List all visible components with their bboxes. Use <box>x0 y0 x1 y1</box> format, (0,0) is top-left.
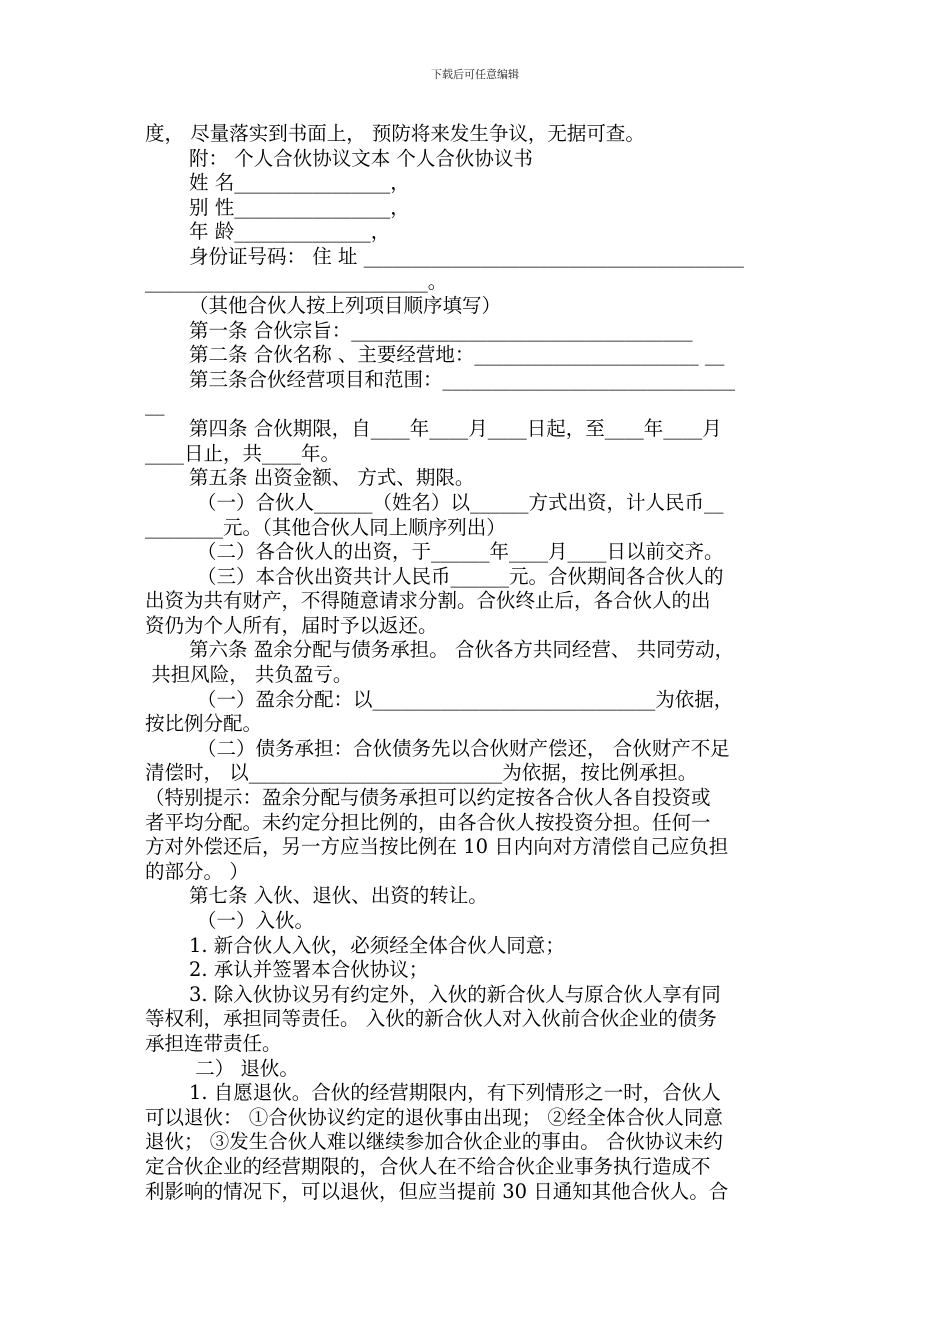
text-line: （一）盈余分配：以_____________________________为依据， <box>197 687 734 711</box>
text-line: 第二条 合伙名称 、主要经营地：_______________________ __ <box>189 343 725 367</box>
text-line: 的部分。 ） <box>145 859 249 883</box>
text-line: __ <box>145 392 165 416</box>
text-line: 附： 个人合伙协议文本 个人合伙协议书 <box>189 146 533 170</box>
text-line: 按比例分配。 <box>145 712 263 736</box>
text-line: 出资为共有财产，不得随意请求分割。合伙终止后，各合伙人的出 <box>145 589 711 613</box>
text-line: 等权利，承担同等责任。 入伙的新合伙人对入伙前合伙企业的债务 <box>145 1007 717 1031</box>
text-line: ____日止，共____年。 <box>145 441 341 465</box>
text-line: 第七条 入伙、退伙、出资的转让。 <box>189 884 488 908</box>
text-line: 2. 承认并签署本合伙协议； <box>189 958 429 982</box>
text-line: 者平均分配。未约定分担比例的，由各合伙人按投资分担。任何一 <box>145 810 711 834</box>
text-line: 可以退伙： ①合伙协议约定的退伙事由出现； ②经全体合伙人同意 <box>145 1105 723 1129</box>
text-line: 方对外偿还后，另一方应当按比例在 10 日内向对方清偿自己应负担 <box>145 835 729 859</box>
text-line: 清偿时， 以__________________________为依据，按比例承担。 <box>145 761 698 785</box>
text-line: _____________________________。 <box>145 269 448 293</box>
text-line: 姓 名________________， <box>189 171 410 195</box>
text-line: 共担风险， 共负盈亏。 <box>145 663 353 687</box>
text-line: （一）合伙人______（姓名）以______方式出资，计人民币__ <box>197 490 724 514</box>
text-line: 定合伙企业的经营期限的，合伙人在不给合伙企业事务执行造成不 <box>145 1154 711 1178</box>
text-line: 第一条 合伙宗旨：___________________________________ <box>189 318 693 342</box>
text-line: 退伙； ③发生合伙人难以继续参加合伙企业的事由。 合伙协议未约 <box>145 1130 723 1154</box>
text-line: 二） 退伙。 <box>189 1056 299 1080</box>
text-line: ________元。（其他合伙人同上顺序列出） <box>145 515 506 539</box>
text-line: 第三条合伙经营项目和范围：______________________________ <box>189 367 736 391</box>
text-line: 资仍为个人所有，届时予以返还。 <box>145 613 438 637</box>
page-header: 下载后可任意编辑 <box>431 68 519 81</box>
text-line: 1. 自愿退伙。合伙的经营期限内，有下列情形之一时，合伙人 <box>189 1081 721 1105</box>
text-line: 承担连带责任。 <box>145 1031 282 1055</box>
text-line: （一）入伙。 <box>197 909 315 932</box>
text-line: 第五条 出资金额、 方式、期限。 <box>189 466 475 490</box>
text-line: 利影响的情况下，可以退伙，但应当提前 30 日通知其他合伙人。合 <box>145 1179 729 1203</box>
text-line: 第六条 盈余分配与债务承担。 合伙各方共同经营、 共同劳动， <box>189 638 735 662</box>
text-line: （特别提示：盈余分配与债务承担可以约定按各合伙人各自投资或 <box>145 786 711 810</box>
text-line: 身份证号码： 住 址 _______________________________________ <box>189 244 744 268</box>
text-line: 1. 新合伙人入伙，必须经全体合伙人同意； <box>189 933 565 957</box>
text-line: 3. 除入伙协议另有约定外，入伙的新合伙人与原合伙人享有同 <box>189 982 721 1006</box>
text-line: （其他合伙人按上列项目顺序填写） <box>189 294 502 318</box>
text-line: 度， 尽量落实到书面上， 预防将来发生争议，无据可查。 <box>145 122 645 145</box>
text-line: 别 性________________， <box>189 195 410 219</box>
text-line: 第四条 合伙期限，自____年____月____日起，至____年____月 <box>189 417 722 441</box>
document-body <box>145 122 813 1204</box>
text-line: （二）债务承担：合伙债务先以合伙财产偿还， 合伙财产不足 <box>197 736 730 760</box>
text-line: （三）本合伙出资共计人民币______元。合伙期间各合伙人的 <box>197 564 724 588</box>
text-line: （二）各合伙人的出资，于______年____月____日以前交齐。 <box>197 540 724 564</box>
text-line: 年 龄______________， <box>189 220 391 244</box>
